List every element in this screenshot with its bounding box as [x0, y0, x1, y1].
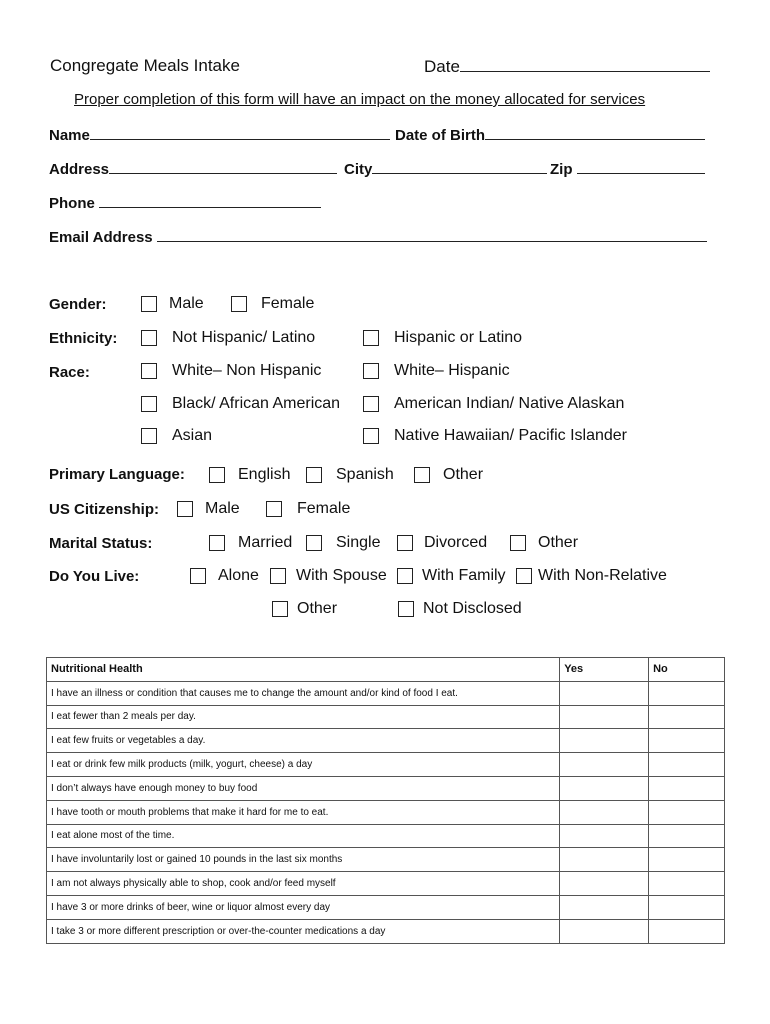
race-asian-label: Asian — [172, 427, 213, 444]
live-non-relative-label: With Non-Relative — [538, 567, 667, 584]
live-spouse-checkbox[interactable] — [270, 568, 286, 584]
gender-male-label: Male — [169, 295, 204, 312]
ethnicity-hispanic-checkbox[interactable] — [363, 330, 379, 346]
question-cell: I eat or drink few milk products (milk, yogurt, cheese) a day — [47, 753, 560, 777]
yes-cell[interactable] — [560, 824, 649, 848]
gender-male-checkbox[interactable] — [141, 296, 157, 312]
question-cell: I have an illness or condition that causes me to change the amount and/or kind of food I eat. — [47, 681, 560, 705]
no-cell[interactable] — [649, 895, 725, 919]
yes-cell[interactable] — [560, 681, 649, 705]
question-cell: I have 3 or more drinks of beer, wine or liquor almost every day — [47, 895, 560, 919]
no-cell[interactable] — [649, 848, 725, 872]
table-row — [47, 919, 725, 943]
citizenship-female-label: Female — [297, 500, 351, 517]
marital-label: Marital Status: — [49, 535, 153, 552]
question-cell: I am not always physically able to shop, cook and/or feed myself — [47, 872, 560, 896]
no-cell[interactable] — [649, 753, 725, 777]
date-label: Date — [424, 57, 460, 76]
marital-single-checkbox[interactable] — [306, 535, 322, 551]
language-english-checkbox[interactable] — [209, 467, 225, 483]
marital-divorced-label: Divorced — [424, 534, 488, 551]
ethnicity-not-hispanic-label: Not Hispanic/ Latino — [172, 329, 316, 346]
address-label: Address — [49, 161, 110, 178]
marital-other-label: Other — [538, 534, 579, 551]
yes-cell[interactable] — [560, 872, 649, 896]
live-other-checkbox[interactable] — [272, 601, 288, 617]
table-row — [47, 800, 725, 824]
race-american-indian-checkbox[interactable] — [363, 396, 379, 412]
language-label: Primary Language: — [49, 466, 185, 483]
gender-label: Gender: — [49, 296, 107, 313]
live-not-disclosed-checkbox[interactable] — [398, 601, 414, 617]
dob-field[interactable] — [395, 125, 705, 144]
city-label: City — [344, 161, 373, 178]
race-american-indian-label: American Indian/ Native Alaskan — [394, 395, 625, 412]
no-cell[interactable] — [649, 824, 725, 848]
table-row — [47, 776, 725, 800]
name-label: Name — [49, 127, 90, 144]
yes-cell[interactable] — [560, 729, 649, 753]
no-cell[interactable] — [649, 919, 725, 943]
yes-cell[interactable] — [560, 919, 649, 943]
email-field[interactable] — [49, 227, 707, 246]
marital-other-checkbox[interactable] — [510, 535, 526, 551]
dob-label: Date of Birth — [395, 127, 485, 144]
phone-field[interactable] — [49, 193, 321, 212]
citizenship-female-checkbox[interactable] — [266, 501, 282, 517]
city-field[interactable] — [344, 159, 547, 178]
ethnicity-label: Ethnicity: — [49, 330, 118, 347]
live-alone-checkbox[interactable] — [190, 568, 206, 584]
live-family-label: With Family — [422, 567, 506, 584]
zip-label: Zip — [550, 161, 573, 178]
table-row — [47, 705, 725, 729]
email-label: Email Address — [49, 229, 153, 246]
phone-label: Phone — [49, 195, 95, 212]
race-asian-checkbox[interactable] — [141, 428, 157, 444]
table-row — [47, 895, 725, 919]
race-label: Race: — [49, 364, 90, 381]
citizenship-label: US Citizenship: — [49, 501, 160, 518]
live-non-relative-checkbox[interactable] — [516, 568, 532, 584]
table-row — [47, 753, 725, 777]
question-cell: I have tooth or mouth problems that make it hard for me to eat. — [47, 800, 560, 824]
yes-cell[interactable] — [560, 848, 649, 872]
language-english-label: English — [238, 466, 291, 483]
language-spanish-checkbox[interactable] — [306, 467, 322, 483]
date-field[interactable] — [424, 57, 710, 77]
question-cell: I eat alone most of the time. — [47, 824, 560, 848]
live-label: Do You Live: — [49, 568, 140, 585]
gender-female-label: Female — [261, 295, 315, 312]
address-field[interactable] — [49, 159, 337, 178]
live-spouse-label: With Spouse — [296, 567, 387, 584]
race-black-checkbox[interactable] — [141, 396, 157, 412]
table-row — [47, 729, 725, 753]
header-no: No — [649, 658, 725, 682]
race-white-hispanic-label: White– Hispanic — [394, 362, 510, 379]
yes-cell[interactable] — [560, 753, 649, 777]
marital-married-checkbox[interactable] — [209, 535, 225, 551]
question-cell: I have involuntarily lost or gained 10 pounds in the last six months — [47, 848, 560, 872]
citizenship-male-label: Male — [205, 500, 240, 517]
language-other-label: Other — [443, 466, 484, 483]
no-cell[interactable] — [649, 872, 725, 896]
marital-single-label: Single — [336, 534, 381, 551]
live-family-checkbox[interactable] — [397, 568, 413, 584]
table-row — [47, 848, 725, 872]
no-cell[interactable] — [649, 705, 725, 729]
ethnicity-hispanic-label: Hispanic or Latino — [394, 329, 523, 346]
live-alone-label: Alone — [218, 567, 259, 584]
yes-cell[interactable] — [560, 705, 649, 729]
question-cell: I eat few fruits or vegetables a day. — [47, 729, 560, 753]
table-row — [47, 824, 725, 848]
header-yes: Yes — [560, 658, 649, 682]
table-header-row — [47, 658, 725, 682]
race-white-non-hispanic-checkbox[interactable] — [141, 363, 157, 379]
live-not-disclosed-label: Not Disclosed — [423, 600, 522, 617]
marital-married-label: Married — [238, 534, 293, 551]
no-cell[interactable] — [649, 776, 725, 800]
no-cell[interactable] — [649, 681, 725, 705]
gender-female-checkbox[interactable] — [231, 296, 247, 312]
live-other-label: Other — [297, 600, 338, 617]
citizenship-male-checkbox[interactable] — [177, 501, 193, 517]
header-nutritional-health: Nutritional Health — [47, 658, 560, 682]
language-spanish-label: Spanish — [336, 466, 394, 483]
race-black-label: Black/ African American — [172, 395, 341, 412]
form-subtitle: Proper completion of this form will have an impact on the money allocated for services — [74, 91, 646, 108]
question-cell: I take 3 or more different prescription or over-the-counter medications a day — [47, 919, 560, 943]
question-cell: I don’t always have enough money to buy food — [47, 776, 560, 800]
yes-cell[interactable] — [560, 895, 649, 919]
zip-field[interactable] — [550, 159, 705, 178]
yes-cell[interactable] — [560, 800, 649, 824]
question-cell: I eat fewer than 2 meals per day. — [47, 705, 560, 729]
table-row — [47, 681, 725, 705]
race-native-hawaiian-label: Native Hawaiian/ Pacific Islander — [394, 427, 627, 444]
no-cell[interactable] — [649, 729, 725, 753]
language-other-checkbox[interactable] — [414, 467, 430, 483]
name-field[interactable] — [49, 125, 390, 144]
nutritional-health-table — [46, 657, 725, 944]
form-title: Congregate Meals Intake — [50, 56, 240, 75]
table-row — [47, 872, 725, 896]
ethnicity-not-hispanic-checkbox[interactable] — [141, 330, 157, 346]
yes-cell[interactable] — [560, 776, 649, 800]
race-white-non-hispanic-label: White– Non Hispanic — [172, 362, 322, 379]
race-native-hawaiian-checkbox[interactable] — [363, 428, 379, 444]
marital-divorced-checkbox[interactable] — [397, 535, 413, 551]
race-white-hispanic-checkbox[interactable] — [363, 363, 379, 379]
no-cell[interactable] — [649, 800, 725, 824]
